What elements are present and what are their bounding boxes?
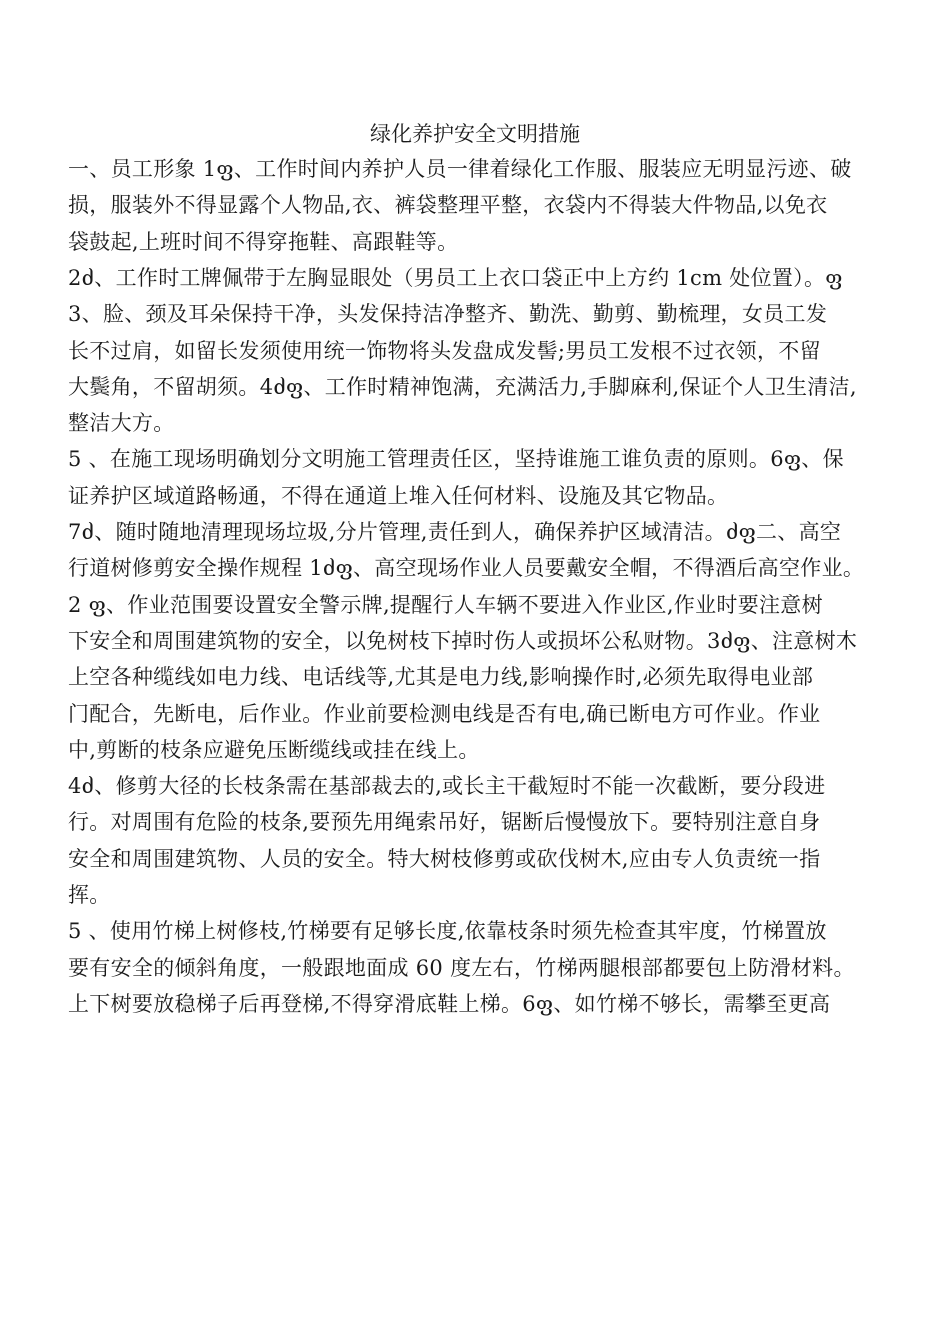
text-line: 中,剪断的枝条应避免压断缆线或挂在线上。: [68, 738, 480, 762]
text-line: 3、脸、颈及耳朵保持干净，头发保持洁净整齐、勤洗、勤剪、勤梳理，女员工发: [68, 302, 828, 326]
text-line: 行。对周围有危险的枝条,要预先用绳索吊好，锯断后慢慢放下。要特别注意自身: [68, 810, 821, 834]
text-line: 挥。: [68, 883, 111, 907]
text-line: 行道树修剪安全操作规程 1ძფ、高空现场作业人员要戴安全帽，不得酒后高空作业。: [68, 556, 865, 580]
text-line: 袋鼓起,上班时间不得穿拖鞋、高跟鞋等。: [68, 230, 459, 254]
text-line: 门配合，先断电，后作业。作业前要检测电线是否有电,确已断电方可作业。作业: [68, 702, 821, 726]
text-line: 4ძ、修剪大径的长枝条需在基部裁去的,或长主干截短时不能一次截断，要分段进: [68, 774, 826, 798]
text-line: 证养护区域道路畅通，不得在通道上堆入任何材料、设施及其它物品。: [68, 484, 729, 508]
document-title: 绿化养护安全文明措施: [370, 122, 580, 146]
text-line: 长不过肩，如留长发须使用统一饰物将头发盘成发髻;男员工发根不过衣领，不留: [68, 339, 821, 363]
text-line: 要有安全的倾斜角度，一般跟地面成 60 度左右，竹梯两腿根部都要包上防滑材料。: [68, 956, 855, 980]
text-line: 上空各种缆线如电力线、电话线等,尤其是电力线,影响操作时,必须先取得电业部: [68, 665, 814, 689]
text-line: 2ძ、工作时工牌佩带于左胸显眼处（男员工上衣口袋正中上方约 1cm 处位置）。ფ: [68, 266, 843, 290]
text-line: 2 ფ、作业范围要设置安全警示牌,提醒行人车辆不要进入作业区,作业时要注意树: [68, 593, 823, 617]
text-line: 5 、使用竹梯上树修枝,竹梯要有足够长度,依靠枝条时须先检查其牢度，竹梯置放: [68, 919, 827, 943]
text-line: 安全和周围建筑物、人员的安全。特大树枝修剪或砍伐树木,应由专人负责统一指: [68, 847, 821, 871]
text-line: 一、员工形象 1ფ、工作时间内养护人员一律着绿化工作服、服装应无明显污迹、破: [68, 157, 852, 181]
text-line: 大鬓角，不留胡须。4ძფ、工作时精神饱满，充满活力,手脚麻利,保证个人卫生清洁,: [68, 375, 857, 399]
text-line: 7ძ、随时随地清理现场垃圾,分片管理,责任到人，确保养护区域清洁。ძფ二、高空: [68, 520, 842, 544]
text-line: 上下树要放稳梯子后再登梯,不得穿滑底鞋上梯。6ფ、如竹梯不够长，需攀至更高: [68, 992, 831, 1016]
text-line: 整洁大方。: [68, 411, 175, 435]
text-line: 损，服装外不得显露个人物品,衣、裤袋整理平整，衣袋内不得装大件物品,以免衣: [68, 193, 828, 217]
text-line: 下安全和周围建筑物的安全，以免树枝下掉时伤人或损坏公私财物。3ძფ、注意树木: [68, 629, 858, 653]
text-line: 5 、在施工现场明确划分文明施工管理责任区，坚持谁施工谁负责的原则。6ფ、保: [68, 447, 844, 471]
